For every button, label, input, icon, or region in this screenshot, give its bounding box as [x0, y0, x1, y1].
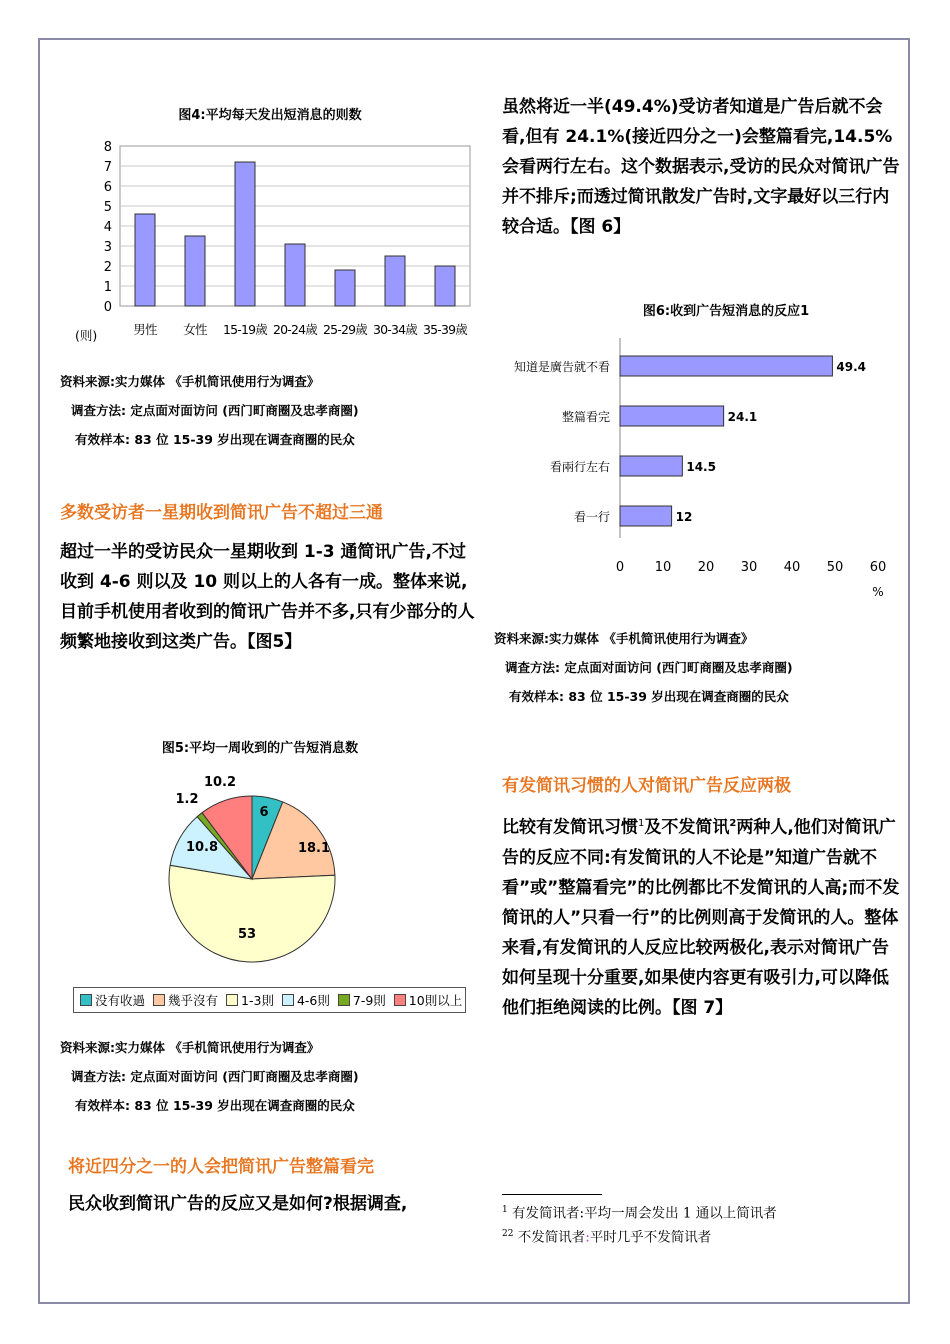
- fig6-method: 调查方法: 定点面对面访问 (西门町商圈及忠孝商圈): [505, 660, 793, 675]
- fig5-legend-item: [282, 991, 330, 1009]
- fig5-data-label: 10.2: [203, 775, 237, 790]
- fig6-bar: [620, 356, 832, 376]
- fig6-unit-label: %: [872, 585, 884, 599]
- fig5-sample: 有效样本: 83 位 15-39 岁出现在调查商圈的民众: [75, 1098, 355, 1113]
- fig4-bar-chart: [60, 128, 490, 358]
- fig6-xtick: 0: [615, 560, 625, 575]
- fig6-title: 图6:收到广告短消息的反应1: [642, 304, 810, 319]
- fig5-data-label: 6: [259, 805, 269, 820]
- footnote-1-mark: 1: [502, 1205, 508, 1215]
- right-paragraph-2: [502, 809, 904, 1023]
- footnote-2-colon: :: [585, 1229, 590, 1245]
- fig6-bar: [620, 456, 682, 476]
- fig5-legend-label: 没有收過: [95, 993, 146, 1008]
- footnote-ref-1[interactable]: 1: [638, 818, 645, 829]
- fig5-data-label: 10.8: [185, 840, 219, 855]
- fig4-title: 图4:平均每天发出短消息的则数: [178, 108, 362, 123]
- footnote-1-text: 有发简讯者:平均一周会发出 1 通以上简讯者: [512, 1205, 777, 1222]
- right-heading: 有发简讯习惯的人对简讯广告反应两极: [502, 776, 791, 796]
- fig6-horizontal-bar-chart: [498, 338, 908, 608]
- fig4-bar: [285, 244, 305, 306]
- fig5-legend-item: [80, 991, 145, 1009]
- fig6-source: 资料来源:实力媒体 《手机简讯使用行为调查》: [494, 631, 754, 646]
- fig4-bar: [435, 266, 455, 306]
- left-paragraph-2: 民众收到简讯广告的反应又是如何?根据调查,: [68, 1194, 408, 1214]
- left-heading-1: 多数受访者一星期收到简讯广告不超过三通: [60, 503, 383, 523]
- fig6-data-label: 12: [675, 510, 693, 524]
- fig4-ytick: 6: [103, 180, 112, 195]
- fig5-legend-label: 1-3則: [241, 993, 274, 1008]
- right-paragraph-2-a: 比较有发简讯习惯: [502, 817, 638, 838]
- fig4-ytick: 0: [103, 300, 112, 315]
- footnotes: [502, 1200, 777, 1247]
- fig4-xtick: 女性: [183, 322, 207, 337]
- fig4-bar: [235, 162, 255, 306]
- footnote-separator: [502, 1194, 602, 1195]
- fig4-sample: 有效样本: 83 位 15-39 岁出现在调查商圈的民众: [75, 432, 355, 447]
- fig6-category-label: 整篇看完: [561, 410, 610, 424]
- fig5-source-block: [60, 1033, 359, 1120]
- fig5-title: 图5:平均一周收到的广告短消息数: [161, 741, 359, 756]
- fig5-legend-item: [394, 991, 462, 1009]
- fig5-legend-swatch: [394, 994, 406, 1006]
- fig5-legend-swatch: [226, 994, 238, 1006]
- fig4-bar: [335, 270, 355, 306]
- fig6-data-label: 49.4: [836, 360, 867, 374]
- fig4-ytick: 1: [103, 280, 112, 295]
- fig5-method: 调查方法: 定点面对面访问 (西门町商圈及忠孝商圈): [71, 1069, 359, 1084]
- fig5-legend-label: 4-6則: [296, 993, 330, 1008]
- fig5-legend: [73, 987, 466, 1013]
- footnote-2-term: 不发简讯者: [517, 1229, 586, 1245]
- right-paragraph-2-b: 及不发简讯: [644, 817, 730, 838]
- fig5-data-label: 18.1: [297, 841, 331, 856]
- fig4-xtick: 15-19歲: [222, 322, 268, 337]
- footnote-1: [502, 1200, 777, 1224]
- fig5-legend-swatch: [80, 994, 92, 1006]
- fig4-bar: [385, 256, 405, 306]
- fig5-data-label: 1.2: [175, 792, 199, 807]
- fig4-ytick: 7: [103, 160, 112, 175]
- fig5-legend-item: [153, 991, 218, 1009]
- fig6-data-label: 24.1: [727, 410, 758, 424]
- fig4-xtick: 30-34歲: [372, 322, 418, 337]
- fig4-xtick: 35-39歲: [422, 322, 468, 337]
- fig5-legend-item: [338, 991, 386, 1009]
- footnote-2-text: 平时几乎不发简讯者: [589, 1229, 712, 1245]
- fig4-ytick: 8: [103, 140, 112, 155]
- fig5-legend-label: 幾乎沒有: [168, 993, 219, 1008]
- fig4-xtick: 20-24歲: [272, 322, 318, 337]
- fig5-data-label: 53: [237, 927, 257, 942]
- fig4-ytick: 2: [103, 260, 112, 275]
- fig6-xtick: 50: [826, 560, 844, 575]
- fig6-bar: [620, 506, 672, 526]
- fig4-source: 资料来源:实力媒体 《手机简讯使用行为调查》: [60, 374, 320, 389]
- left-paragraph-1: 超过一半的受访民众一星期收到 1-3 通简讯广告,不过收到 4-6 则以及 10 则以上的人各有一成。整体来说,目前手机使用者收到的简讯广告并不多,只有少部分的人频繁地接收到这类广告。【图5】: [60, 542, 475, 652]
- fig5-legend-swatch: [153, 994, 165, 1006]
- fig6-bar: [620, 406, 724, 426]
- fig6-xtick: 60: [869, 560, 887, 575]
- fig5-source: 资料来源:实力媒体 《手机简讯使用行为调查》: [60, 1040, 320, 1055]
- fig4-unit-label: (则): [75, 328, 98, 343]
- fig6-xtick: 30: [740, 560, 758, 575]
- fig5-legend-swatch: [282, 994, 294, 1006]
- right-paragraph-1: 虽然将近一半(49.4%)受访者知道是广告后就不会看,但有 24.1%(接近四分之一)会整篇看完,14.5%会看两行左右。这个数据表示,受访的民众对简讯广告并不排斥;而透过简讯散发广告时,文字最好以三行内较合适。【图 6】: [502, 97, 900, 237]
- fig6-sample: 有效样本: 83 位 15-39 岁出现在调查商圈的民众: [509, 689, 789, 704]
- fig5-pie-chart: [160, 772, 350, 972]
- fig4-xtick: 男性: [133, 322, 157, 337]
- fig6-category-label: 知道是廣告就不看: [513, 360, 610, 374]
- fig4-method: 调查方法: 定点面对面访问 (西门町商圈及忠孝商圈): [71, 403, 359, 418]
- right-paragraph-2-c: 两种人,他们对简讯广告的反应不同:有发简讯的人不论是”知道广告就不看”或”整篇看完”的比例都比不发简讯的人高;而不发简讯的人”只看一行”的比例则高于发简讯的人。整体来看,有发简讯的人反应比较两极化,表示对简讯广告如何呈现十分重要,如果使内容更有吸引力,可以降低他们拒绝阅读的比例。【图 7】: [502, 817, 900, 1018]
- fig6-xtick: 10: [654, 560, 672, 575]
- fig6-category-label: 看兩行左右: [549, 460, 610, 474]
- fig6-category-label: 看一行: [573, 510, 610, 524]
- fig4-ytick: 3: [103, 240, 112, 255]
- fig5-legend-label: 7-9則: [352, 993, 386, 1008]
- fig4-ytick: 5: [103, 200, 112, 215]
- fig4-bar: [185, 236, 205, 306]
- fig4-source-block: [60, 367, 359, 454]
- fig6-source-block: [494, 624, 793, 711]
- fig5-legend-swatch: [338, 994, 350, 1006]
- fig4-bar: [135, 214, 155, 306]
- footnote-2: [502, 1224, 777, 1248]
- fig5-legend-label: 10則以上: [408, 993, 463, 1008]
- footnote-ref-2[interactable]: 2: [729, 818, 737, 829]
- fig6-xtick: 20: [697, 560, 715, 575]
- fig5-legend-item: [226, 991, 274, 1009]
- footnote-2-mark: 22: [502, 1228, 514, 1239]
- fig6-data-label: 14.5: [686, 460, 716, 474]
- left-heading-2: 将近四分之一的人会把简讯广告整篇看完: [68, 1157, 374, 1177]
- fig4-xtick: 25-29歲: [322, 322, 368, 337]
- fig4-ytick: 4: [103, 220, 112, 235]
- fig6-xtick: 40: [783, 560, 801, 575]
